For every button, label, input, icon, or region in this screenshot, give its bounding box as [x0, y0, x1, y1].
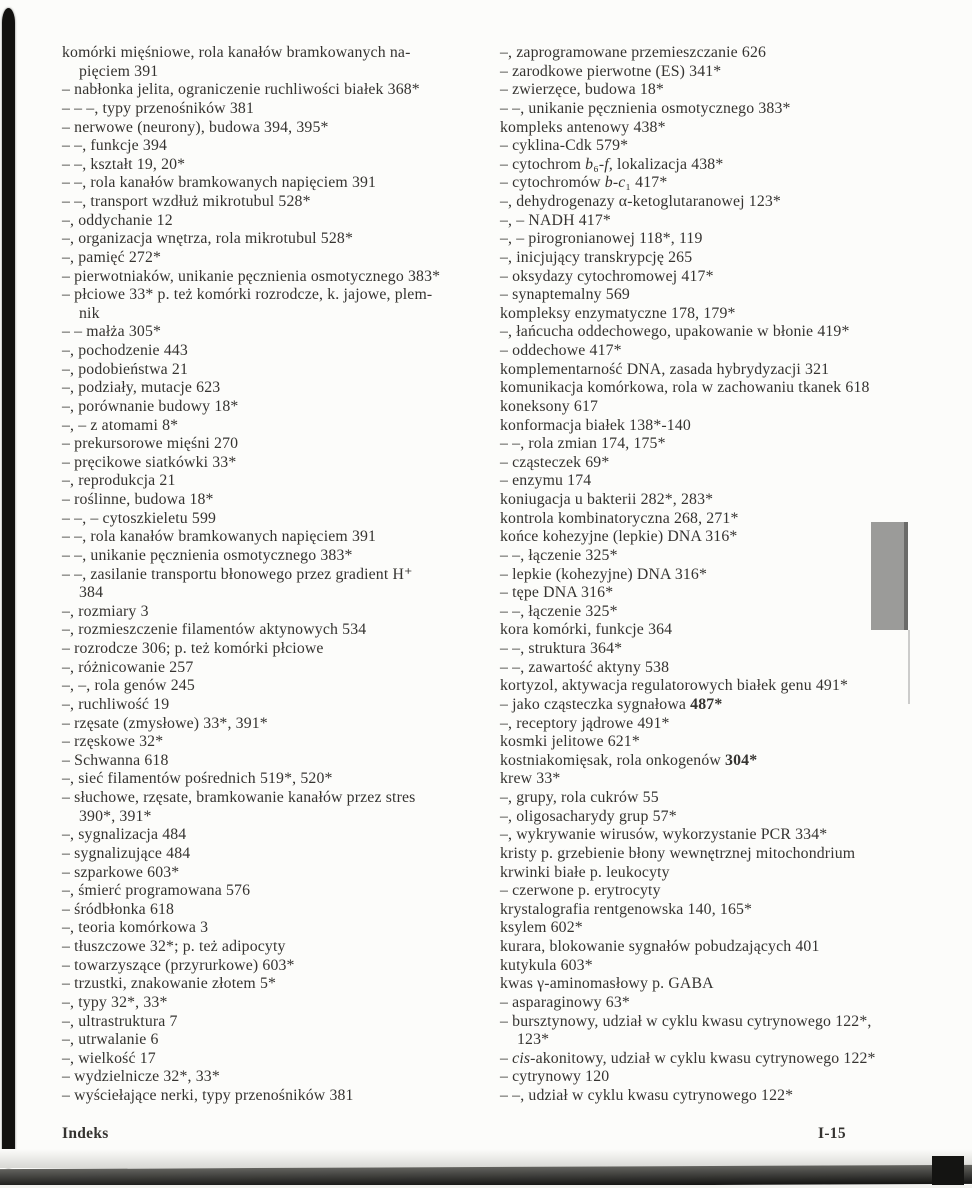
index-entry-line: –, wykrywanie wirusów, wykorzystanie PCR 334* — [500, 826, 828, 844]
index-entry-line: nik — [79, 304, 100, 322]
index-entry-line: – –, funkcje 394 — [62, 137, 168, 155]
book-gutter-shadow — [2, 8, 15, 1168]
index-entry-line: końce kohezyjne (lepkie) DNA 316* — [500, 528, 738, 546]
index-entry-line: –, – z atomami 8* — [62, 416, 179, 434]
index-entry-line: kristy p. grzebienie błony wewnętrznej mitochondrium — [500, 844, 856, 862]
index-entry-line: koniugacja u bakterii 282*, 283* — [500, 491, 714, 508]
index-entry-line: konformacja białek 138*-140 — [500, 416, 691, 434]
index-entry-line: 390*, 391* — [79, 807, 152, 825]
index-entry-line: –, oligosacharydy grup 57* — [500, 807, 677, 825]
index-entry-line: –, ultrastruktura 7 — [62, 1012, 178, 1030]
index-entry-line: kutykula 603* — [500, 956, 593, 974]
index-entry-line: –, sieć filamentów pośrednich 519*, 520* — [62, 770, 333, 788]
index-entry-line: – wyściełające nerki, typy przenośników 381 — [62, 1087, 354, 1104]
index-entry-line: –, dehydrogenazy α-ketoglutaranowej 123* — [500, 193, 781, 210]
index-entry-line: – jako cząsteczka sygnałowa 487* — [500, 695, 723, 713]
index-entry-line: – tłuszczowe 32*; p. też adipocyty — [62, 938, 286, 955]
index-entry-line: –, porównanie budowy 18* — [62, 397, 239, 415]
index-entry-line: – –, łączenie 325* — [500, 602, 618, 620]
index-entry-line: –, teoria komórkowa 3 — [62, 919, 209, 937]
index-entry-line: – szparkowe 603* — [62, 863, 180, 881]
index-entry-line: – tępe DNA 316* — [500, 584, 614, 602]
book-bottom-edge-corner — [932, 1156, 964, 1186]
index-entry-line: – wydzielnicze 32*, 33* — [62, 1068, 220, 1086]
index-column-left — [62, 44, 494, 1106]
index-entry-line: 384 — [79, 584, 104, 602]
index-entry-line: – –, rola kanałów bramkowanych napięciem 391 — [62, 528, 377, 546]
index-entry-line: – słuchowe, rzęsate, bramkowanie kanałów przez stres — [62, 789, 416, 806]
index-entry-line: – sygnalizujące 484 — [62, 844, 191, 862]
index-entry-line: – prekursorowe mięśni 270 — [62, 435, 239, 453]
index-entry-line: –, –, rola genów 245 — [62, 677, 195, 695]
index-entry-line: –, utrwalanie 6 — [62, 1031, 159, 1049]
index-entry-line: –, grupy, rola cukrów 55 — [500, 789, 659, 806]
index-entry-line: – rzęsate (zmysłowe) 33*, 391* — [62, 714, 268, 732]
index-entry-line: – oddechowe 417* — [500, 342, 622, 359]
index-entry-line: krwinki białe p. leukocyty — [500, 863, 670, 881]
index-entry-line: komunikacja komórkowa, rola w zachowaniu tkanek 618 — [500, 379, 870, 397]
footer-section-title: Indeks — [62, 1125, 109, 1142]
index-entry-line: – –, kształt 19, 20* — [62, 155, 186, 173]
index-entry-line: –, oddychanie 12 — [62, 211, 173, 229]
index-entry-line: – –, zasilanie transportu błonowego przez gradient H⁺ — [62, 565, 413, 583]
index-entry-line: –, reprodukcja 21 — [62, 472, 176, 490]
index-entry-line: ksylem 602* — [500, 919, 583, 937]
footer-page-number: I-15 — [818, 1125, 846, 1142]
index-entry-line: kontrola kombinatoryczna 268, 271* — [500, 509, 739, 527]
index-entry-line: – trzustki, znakowanie złotem 5* — [62, 975, 277, 993]
index-entry-line: kompleks antenowy 438* — [500, 118, 666, 136]
index-entry-line: – rozrodcze 306; p. też komórki płciowe — [62, 640, 324, 657]
index-entry-line: –, typy 32*, 33* — [62, 993, 168, 1011]
index-entry-line: koneksony 617 — [500, 397, 599, 415]
index-entry-line: – cząsteczek 69* — [500, 453, 610, 471]
index-entry-line: – –, rola zmian 174, 175* — [500, 435, 666, 453]
index-entry-line: – zwierzęce, budowa 18* — [500, 81, 664, 99]
index-entry-line: – –, unikanie pęcznienia osmotycznego 383* — [500, 99, 791, 117]
index-entry-line: –, organizacja wnętrza, rola mikrotubul 528* — [62, 230, 353, 248]
index-entry-line: – nabłonka jelita, ograniczenie ruchliwości białek 368* — [62, 81, 420, 99]
index-entry-line: –, pamięć 272* — [62, 248, 162, 266]
index-entry-line: – enzymu 174 — [500, 472, 592, 490]
index-entry-line: kora komórki, funkcje 364 — [500, 621, 673, 639]
index-entry-line: –, ruchliwość 19 — [62, 695, 170, 713]
index-entry-line: 123* — [517, 1031, 550, 1049]
index-entry-line: –, sygnalizacja 484 — [62, 826, 187, 844]
index-entry-line: –, podziały, mutacje 623 — [62, 379, 221, 397]
index-entry-line: –, – pirogronianowej 118*, 119 — [500, 230, 703, 248]
index-entry-line: – śródbłonka 618 — [62, 900, 175, 918]
index-entry-line: – towarzyszące (przyrurkowe) 603* — [62, 956, 295, 974]
index-entry-line: –, różnicowanie 257 — [62, 658, 194, 676]
index-entry-line: – –, – cytoszkieletu 599 — [62, 509, 217, 527]
index-entry-line: – cytochrom b₆-f, lokalizacja 438* — [500, 155, 724, 173]
index-entry-line: kosmki jelitowe 621* — [500, 733, 640, 751]
index-entry-line: –, inicjujący transkrypcję 265 — [500, 248, 693, 266]
index-entry-line: – cytochromów b-c₁ 417* — [500, 174, 668, 192]
index-entry-line: – cyklina-Cdk 579* — [500, 137, 629, 155]
index-entry-line: – Schwanna 618 — [62, 751, 169, 769]
index-entry-line: – rzęskowe 32* — [62, 733, 164, 751]
index-entry-line: – roślinne, budowa 18* — [62, 491, 214, 508]
thumb-index-tab — [871, 522, 908, 630]
index-entry-line: – –, udział w cyklu kwasu cytrynowego 122* — [500, 1087, 794, 1104]
index-entry-line: kortyzol, aktywacja regulatorowych białek genu 491* — [500, 677, 849, 695]
index-entry-line: – płciowe 33* p. też komórki rozrodcze, k. jajowe, plem- — [62, 286, 433, 304]
index-entry-line: –, – NADH 417* — [500, 211, 611, 229]
index-entry-line: –, zaprogramowane przemieszczanie 626 — [500, 44, 767, 61]
index-entry-line: – –, rola kanałów bramkowanych napięciem 391 — [62, 174, 377, 192]
index-entry-line: – pierwotniaków, unikanie pęcznienia osmotycznego 383* — [62, 267, 441, 285]
index-entry-line: –, rozmieszczenie filamentów aktynowych 534 — [62, 621, 367, 639]
index-entry-line: – lepkie (kohezyjne) DNA 316* — [500, 565, 708, 583]
index-entry-line: krystalografia rentgenowska 140, 165* — [500, 900, 753, 918]
index-entry-line: –, śmierć programowana 576 — [62, 882, 251, 900]
index-entry-line: – –, łączenie 325* — [500, 546, 618, 564]
index-entry-line: krew 33* — [500, 770, 561, 788]
index-entry-line: – czerwone p. erytrocyty — [500, 882, 661, 900]
index-entry-line: kurara, blokowanie sygnałów pobudzających 401 — [500, 938, 820, 955]
index-entry-line: –, rozmiary 3 — [62, 602, 149, 620]
index-entry-line: komórki mięśniowe, rola kanałów bramkowanych na- — [62, 44, 411, 61]
index-entry-line: – synaptemalny 569 — [500, 286, 630, 304]
index-entry-line: – cytrynowy 120 — [500, 1068, 610, 1086]
page-edge-line — [908, 630, 910, 704]
index-entry-line: – oksydazy cytochromowej 417* — [500, 267, 714, 285]
index-entry-line: –, pochodzenie 443 — [62, 342, 188, 359]
index-entry-line: – cis-akonitowy, udział w cyklu kwasu cytrynowego 122* — [500, 1049, 876, 1067]
index-entry-line: – –, transport wzdłuż mikrotubul 528* — [62, 193, 311, 210]
index-entry-line: –, łańcucha oddechowego, upakowanie w błonie 419* — [500, 323, 850, 341]
index-entry-line: komplementarność DNA, zasada hybrydyzacji 321 — [500, 360, 830, 378]
index-entry-line: –, podobieństwa 21 — [62, 360, 188, 378]
index-entry-line: kwas γ-aminomasłowy p. GABA — [500, 975, 714, 993]
index-entry-line: – –, unikanie pęcznienia osmotycznego 383* — [62, 546, 353, 564]
index-entry-line: – asparaginowy 63* — [500, 993, 630, 1011]
index-entry-line: pięciem 391 — [79, 62, 159, 80]
index-entry-line: – – –, typy przenośników 381 — [62, 99, 254, 117]
index-entry-line: – pręcikowe siatkówki 33* — [62, 453, 237, 471]
index-entry-line: –, receptory jądrowe 491* — [500, 714, 670, 732]
index-entry-line: – bursztynowy, udział w cyklu kwasu cytrynowego 122*, — [500, 1012, 872, 1030]
index-entry-line: – –, struktura 364* — [500, 640, 623, 657]
index-entry-line: kostniakomięsak, rola onkogenów 304* — [500, 751, 758, 769]
index-entry-line: – nerwowe (neurony), budowa 394, 395* — [62, 118, 329, 136]
index-entry-line: kompleksy enzymatyczne 178, 179* — [500, 304, 736, 322]
index-entry-line: –, wielkość 17 — [62, 1049, 156, 1067]
index-entry-line: – –, zawartość aktyny 538 — [500, 658, 670, 676]
index-entry-line: – zarodkowe pierwotne (ES) 341* — [500, 62, 722, 80]
index-entry-line: – – małża 305* — [62, 323, 162, 341]
